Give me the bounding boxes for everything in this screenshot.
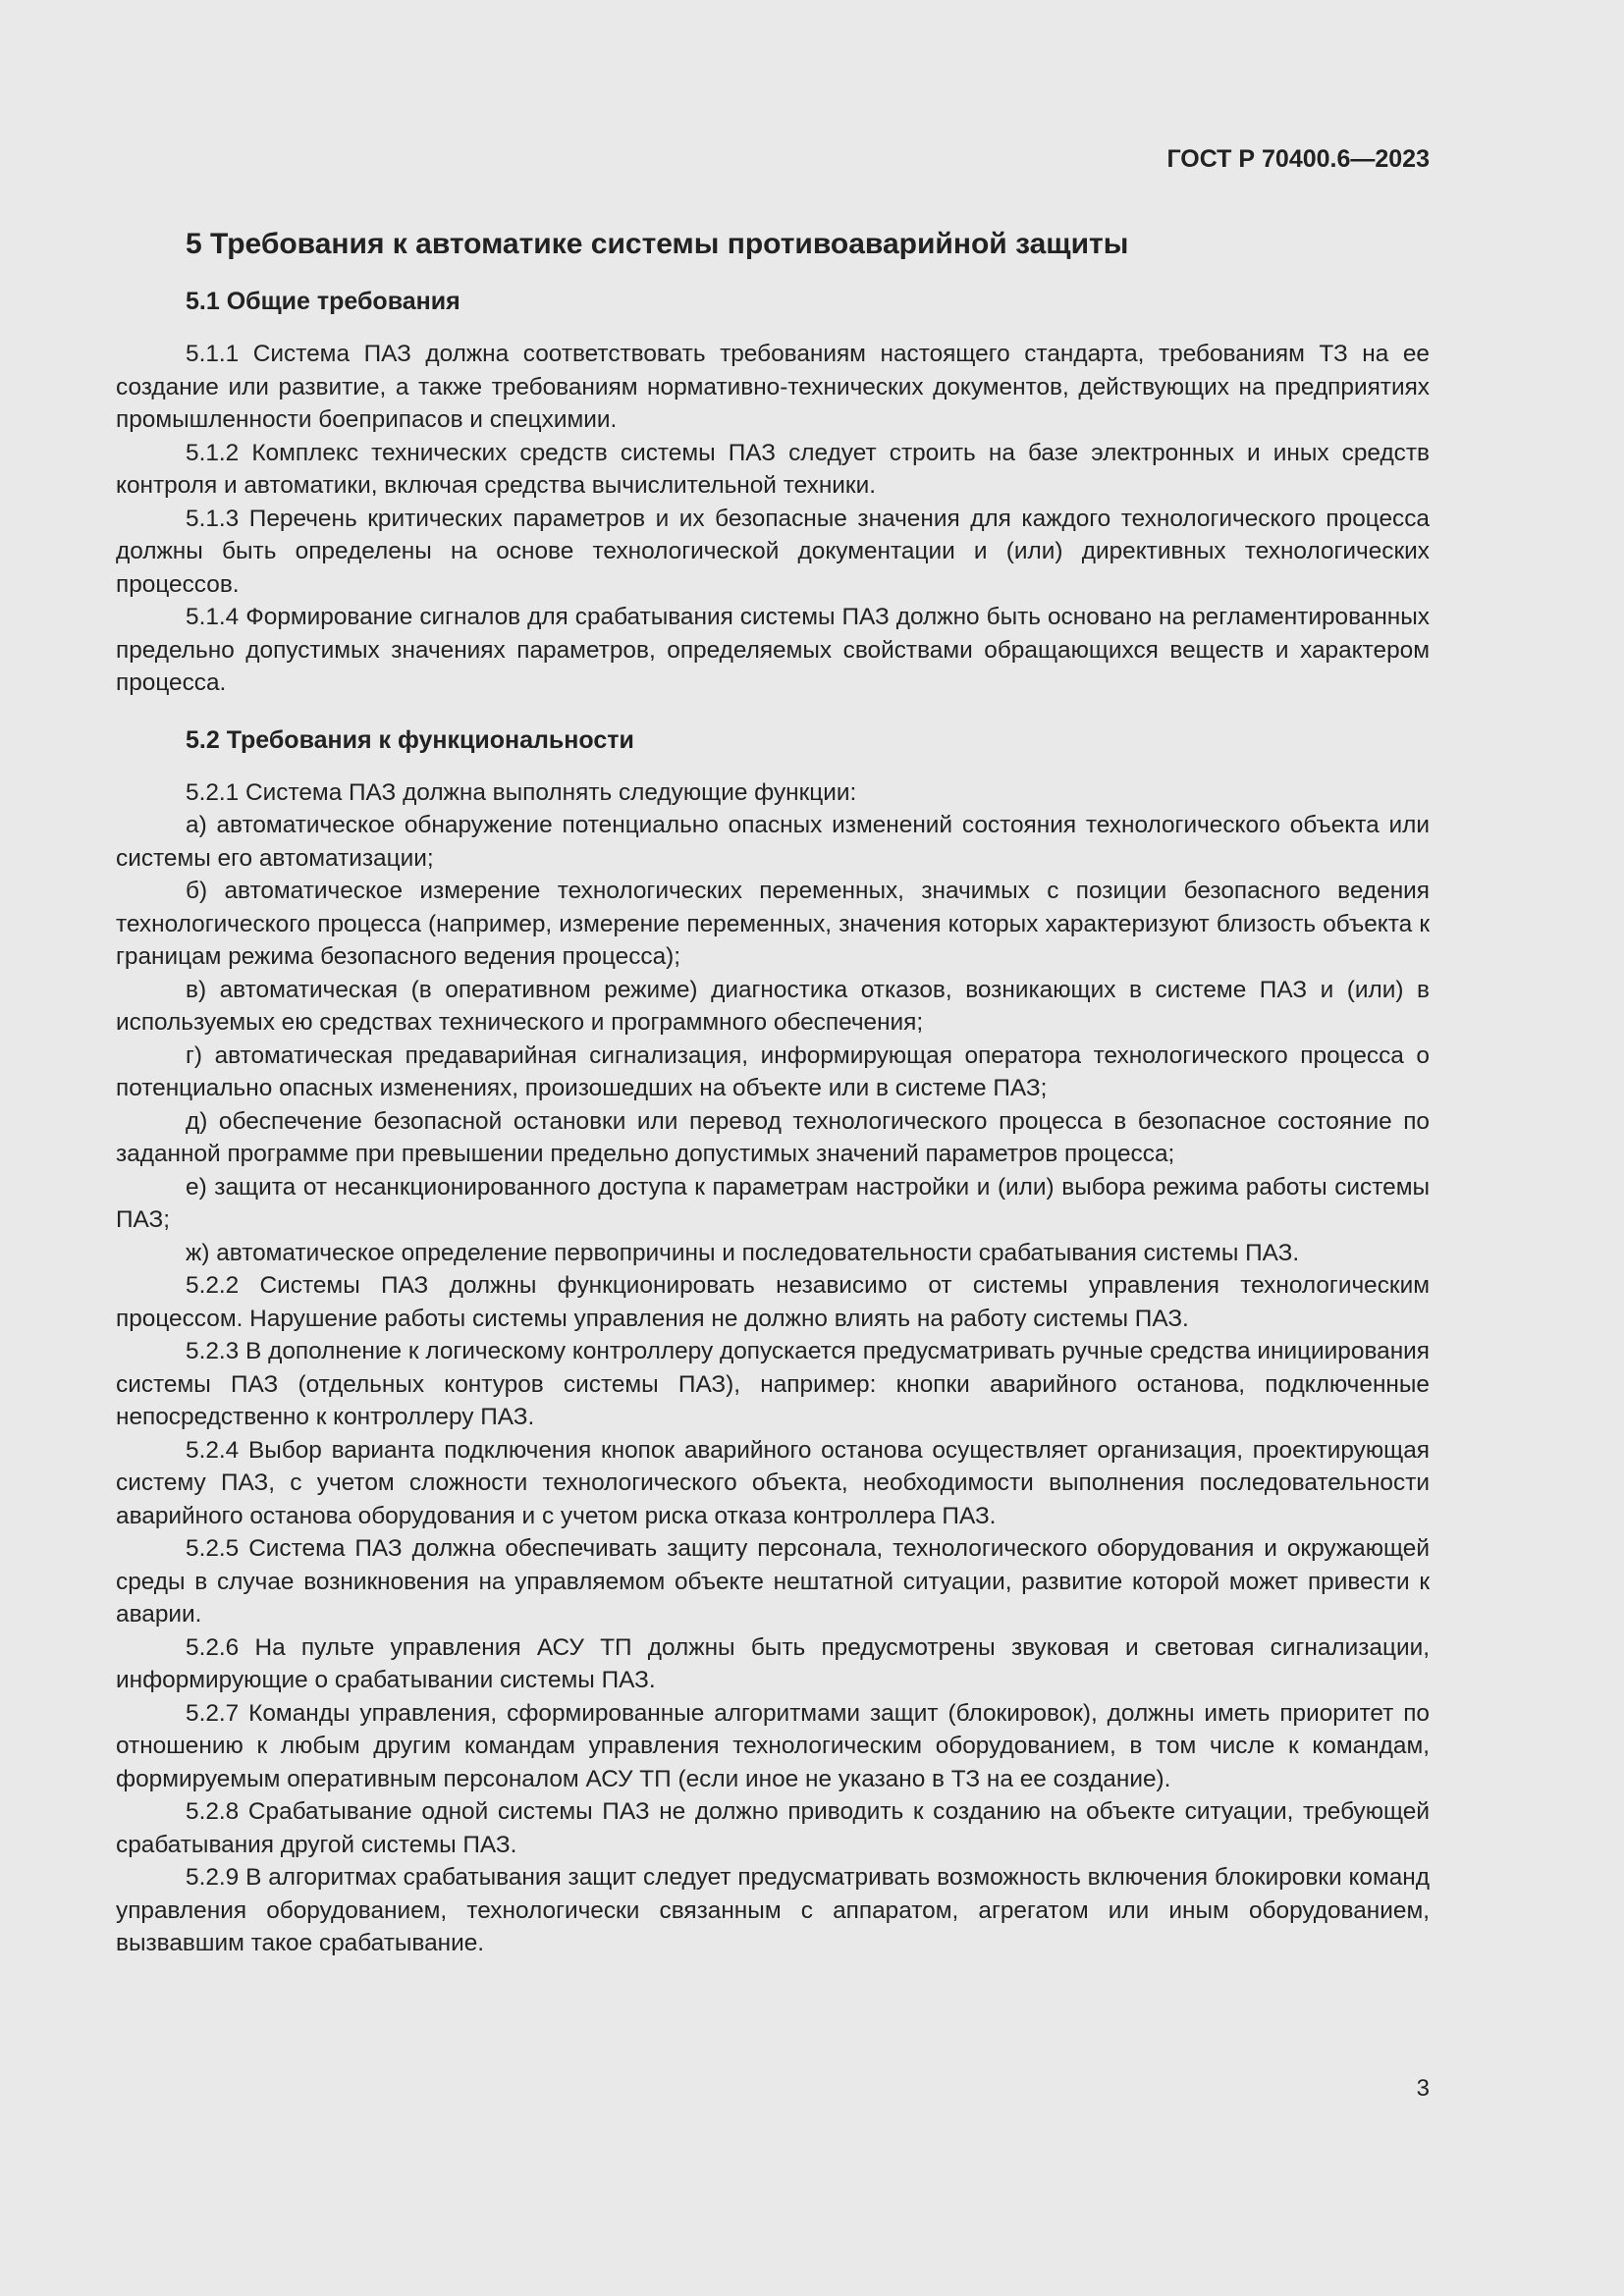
paragraph-5-2-8: 5.2.8 Срабатывание одной системы ПАЗ не должно приводить к созданию на объекте ситуации, требующей срабатывания другой системы ПАЗ. — [116, 1798, 1430, 1858]
paragraph-5-2-3: 5.2.3 В дополнение к логическому контроллеру допускается предусматривать ручные средства инициирования системы ПАЗ (отдельных контуров системы ПАЗ), например: кнопки аварийного останова, подключенные непосредственно к контроллеру ПАЗ. — [116, 1338, 1430, 1430]
subsection-title-5-1: 5.1 Общие требования — [186, 288, 460, 315]
list-item-zh: ж) автоматическое определение первопричины и последовательности срабатывания системы ПАЗ. — [186, 1239, 1300, 1266]
list-item-v: в) автоматическая (в оперативном режиме) диагностика отказов, возникающих в системе ПАЗ и (или) в используемых ею средствах технического и программного обеспечения; — [116, 976, 1430, 1036]
list-item-d: д) обеспечение безопасной остановки или перевод технологического процесса в безопасное состояние по заданной программе при превышении предельно допустимых значений параметров процесса; — [116, 1107, 1430, 1167]
paragraph-5-1-1: 5.1.1 Система ПАЗ должна соответствовать требованиям настоящего стандарта, требованиям ТЗ на ее создание или развитие, а также требованиям нормативно-технических документов, действующих на предприятиях промышленности боеприпасов и спецхимии. — [116, 341, 1430, 433]
paragraph-5-2-6: 5.2.6 На пульте управления АСУ ТП должны быть предусмотрены звуковая и световая сигнализации, информирующие о срабатывании системы ПАЗ. — [116, 1633, 1430, 1693]
section-title: 5 Требования к автоматике системы противоаварийной защиты — [186, 228, 1129, 260]
document-code: ГОСТ Р 70400.6—2023 — [1166, 145, 1430, 173]
document-content — [116, 224, 1430, 1960]
paragraph-5-2-7: 5.2.7 Команды управления, сформированные алгоритмами защит (блокировок), должны иметь приоритет по отношению к любым другим командам управления технологическим оборудованием, в том числе к командам, формируемым оперативным персоналом АСУ ТП (если иное не указано в ТЗ на ее создание). — [116, 1699, 1430, 1792]
list-item-a: а) автоматическое обнаружение потенциально опасных изменений состояния технологического объекта или системы его автоматизации; — [116, 812, 1430, 872]
subsection-title-5-2: 5.2 Требования к функциональности — [186, 725, 634, 754]
list-item-b: б) автоматическое измерение технологических переменных, значимых с позиции безопасного ведения технологического процесса (например, измерение переменных, значения которых характеризуют близость объекта к границам режима безопасного ведения процесса); — [116, 878, 1430, 970]
list-item-g: г) автоматическая предаварийная сигнализация, информирующая оператора технологического процесса о потенциально опасных изменениях, произошедших на объекте или в системе ПАЗ; — [116, 1041, 1430, 1101]
page-number: 3 — [1416, 2075, 1430, 2102]
paragraph-5-2-1: 5.2.1 Система ПАЗ должна выполнять следующие функции: — [186, 778, 857, 806]
list-item-e: е) защита от несанкционированного доступа к параметрам настройки и (или) выбора режима работы системы ПАЗ; — [116, 1173, 1430, 1233]
paragraph-5-2-2: 5.2.2 Системы ПАЗ должны функционировать независимо от системы управления технологическим процессом. Нарушение работы системы управления не должно влиять на работу системы ПАЗ. — [116, 1272, 1430, 1332]
paragraph-5-1-3: 5.1.3 Перечень критических параметров и их безопасные значения для каждого технологического процесса должны быть определены на основе технологической документации и (или) директивных технологических процессов. — [116, 505, 1430, 598]
paragraph-5-1-4: 5.1.4 Формирование сигналов для срабатывания системы ПАЗ должно быть основано на регламентированных предельно допустимых значениях параметров, определяемых свойствами обращающихся веществ и характером процесса. — [116, 604, 1430, 696]
paragraph-5-2-5: 5.2.5 Система ПАЗ должна обеспечивать защиту персонала, технологического оборудования и окружающей среды в случае возникновения на управляемом объекте нештатной ситуации, развитие которой может привести к аварии. — [116, 1535, 1430, 1628]
paragraph-5-2-9: 5.2.9 В алгоритмах срабатывания защит следует предусматривать возможность включения блокировки команд управления оборудованием, технологически связанным с аппаратом, агрегатом или иным оборудованием, вызвавшим такое срабатывание. — [116, 1864, 1430, 1956]
paragraph-5-2-4: 5.2.4 Выбор варианта подключения кнопок аварийного останова осуществляет организация, проектирующая систему ПАЗ, с учетом сложности технологического объекта, необходимости выполнения последовательности аварийного останова оборудования и с учетом риска отказа контроллера ПАЗ. — [116, 1436, 1430, 1529]
paragraph-5-1-2: 5.1.2 Комплекс технических средств системы ПАЗ следует строить на базе электронных и иных средств контроля и автоматики, включая средства вычислительной техники. — [116, 439, 1430, 499]
